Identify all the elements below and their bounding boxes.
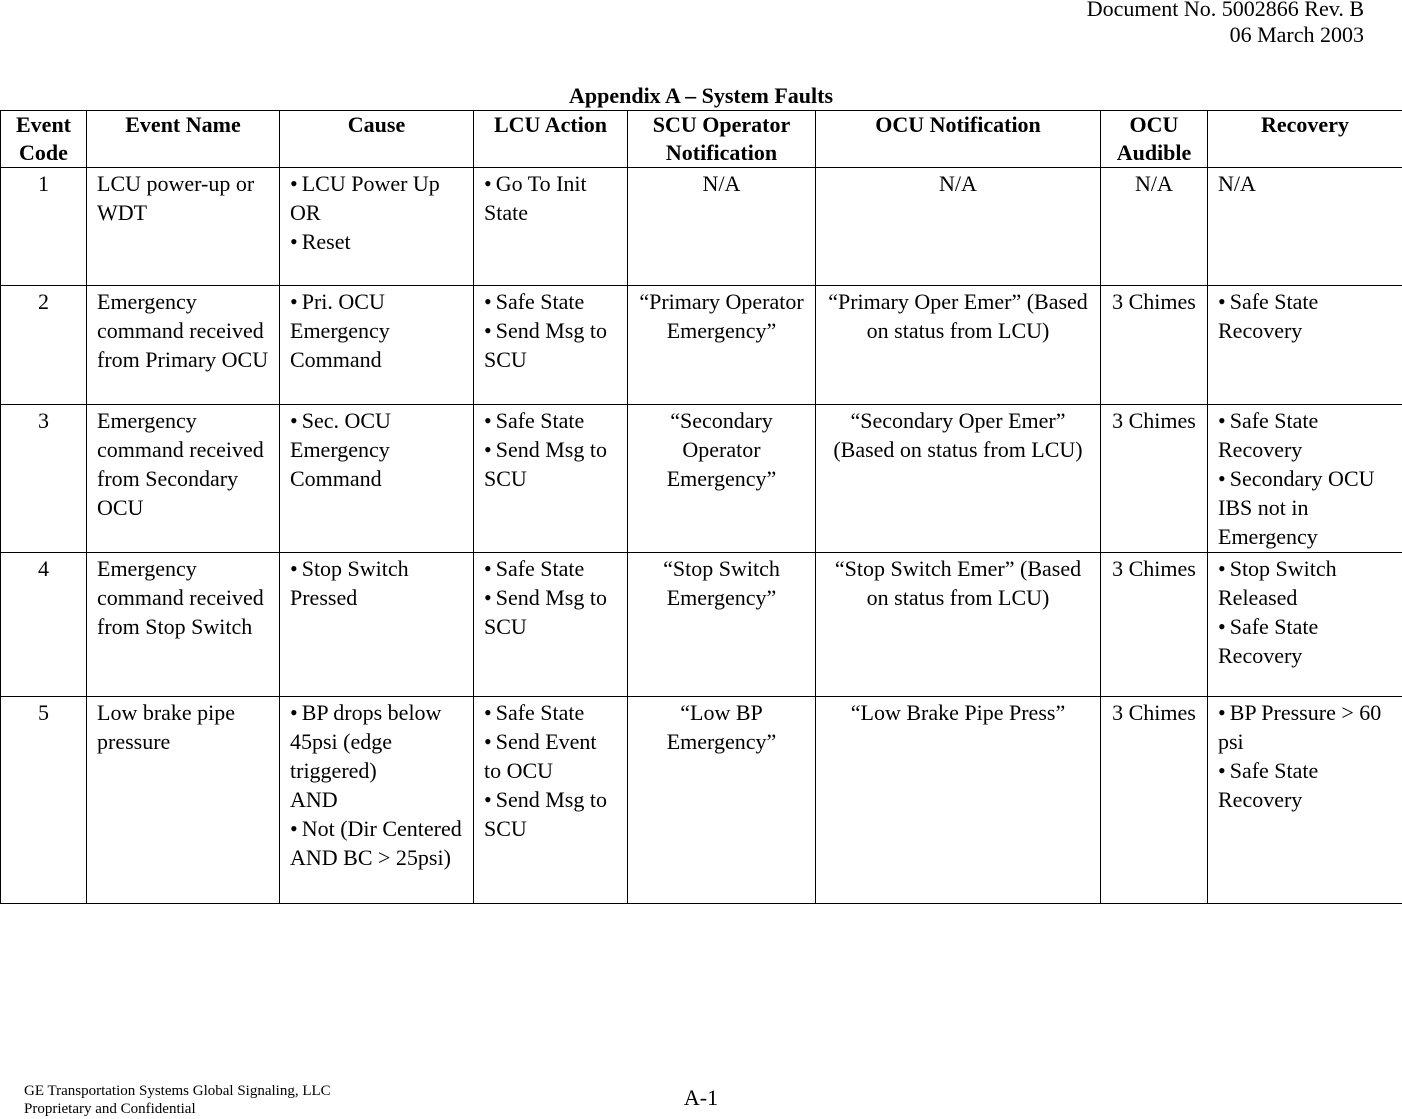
bullet-icon: • [290,700,298,725]
lcu-action-cell [474,697,628,904]
ocu-notification-cell [816,697,1101,904]
cause-cell [280,168,474,286]
scu-notification-cell [628,553,816,697]
ocu-audible-cell [1101,553,1208,697]
event-code-cell [1,697,87,904]
cause-item [290,198,463,227]
scu-notification: “Low BP Emergency” [666,700,777,754]
event-code: 5 [38,700,49,725]
recovery-text: Secondary OCU IBS not in Emergency [1218,466,1375,549]
recovery-text: Safe State Recovery [1218,408,1319,462]
lcu-action-cell [474,553,628,697]
lcu-action-item [484,785,617,843]
cause-item [290,785,463,814]
column-header-cause: Cause [280,111,474,168]
recovery-text: N/A [1218,171,1256,196]
cause-text: Reset [301,229,351,254]
ocu-audible: N/A [1135,171,1173,196]
cause-cell [280,697,474,904]
cause-text: Stop Switch Pressed [290,556,409,610]
ocu-audible: 3 Chimes [1112,289,1196,314]
scu-notification-cell [628,697,816,904]
bullet-icon: • [1218,700,1226,725]
table-body [1,168,1402,904]
column-header-ocu-notification: OCU Notification [816,111,1101,168]
bullet-icon: • [290,816,298,841]
cause-cell [280,405,474,553]
recovery-item [1218,169,1392,198]
recovery-cell [1208,168,1402,286]
scu-notification: “Stop Switch Emergency” [663,556,780,610]
cause-item [290,227,463,256]
cause-text: LCU Power Up [301,171,440,196]
lcu-action-item [484,316,617,374]
bullet-icon: • [1218,289,1226,314]
cause-item [290,554,463,612]
bullet-icon: • [1218,614,1226,639]
recovery-item [1218,287,1392,345]
recovery-text: Safe State Recovery [1218,289,1319,343]
ocu-audible-cell [1101,286,1208,405]
recovery-text: Safe State Recovery [1218,614,1319,668]
bullet-icon: • [290,556,298,581]
cause-item [290,287,463,374]
scu-notification-cell [628,405,816,553]
cause-text: Sec. OCU Emergency Command [290,408,391,491]
lcu-action-cell [474,405,628,553]
recovery-cell [1208,553,1402,697]
document-header [1087,0,1364,48]
system-faults-table [0,110,1402,904]
bullet-icon: • [1218,758,1226,783]
ocu-notification: “Secondary Oper Emer” (Based on status from LCU) [833,408,1083,462]
ocu-notification: “Low Brake Pipe Press” [850,700,1066,725]
cause-text: OR [290,200,321,225]
page-number: A-1 [683,1085,719,1110]
bullet-icon: • [484,585,492,610]
bullet-icon: • [484,437,492,462]
bullet-icon: • [484,729,492,754]
lcu-action-text: Send Msg to SCU [484,437,607,491]
ocu-audible-cell [1101,405,1208,553]
event-code: 4 [38,556,49,581]
lcu-action-item [484,727,617,785]
lcu-action-text: Safe State [495,289,585,314]
lcu-action-item [484,554,617,583]
event-code: 1 [38,171,49,196]
cause-text: BP drops below 45psi (edge triggered) [290,700,442,783]
event-code-cell [1,286,87,405]
ocu-audible-cell [1101,697,1208,904]
bullet-icon: • [484,700,492,725]
bullet-icon: • [1218,556,1226,581]
event-code-cell [1,405,87,553]
bullet-icon: • [290,229,298,254]
cause-text: Not (Dir Centered AND BC > 25psi) [290,816,462,870]
bullet-icon: • [1218,466,1226,491]
lcu-action-item [484,287,617,316]
cause-item [290,814,463,872]
cause-item [290,698,463,785]
recovery-item [1218,406,1392,464]
ocu-notification: “Primary Oper Emer” (Based on status from LCU) [828,289,1088,343]
ocu-notification-cell [816,286,1101,405]
recovery-item [1218,464,1392,551]
column-header-event-code: Event Code [1,111,87,168]
footer-company: GE Transportation Systems Global Signaling, LLC [24,1083,331,1099]
bullet-icon: • [484,289,492,314]
lcu-action-item [484,435,617,493]
recovery-cell [1208,286,1402,405]
scu-notification-cell [628,168,816,286]
lcu-action-cell [474,168,628,286]
lcu-action-text: Send Msg to SCU [484,787,607,841]
column-header-event-name: Event Name [87,111,280,168]
bullet-icon: • [484,408,492,433]
ocu-notification: “Stop Switch Emer” (Based on status from LCU) [834,556,1082,610]
lcu-action-item [484,406,617,435]
bullet-icon: • [290,171,298,196]
lcu-action-item [484,698,617,727]
lcu-action-text: Safe State [495,556,585,581]
event-name-cell [87,553,280,697]
lcu-action-item [484,169,617,227]
lcu-action-text: Safe State [495,408,585,433]
event-name-cell [87,405,280,553]
event-name: Emergency command received from Stop Switch [97,556,264,639]
lcu-action-text: Safe State [495,700,585,725]
table-row [1,286,1402,405]
recovery-item [1218,698,1392,756]
event-name-cell [87,697,280,904]
document-date: 06 March 2003 [1229,22,1364,47]
column-header-lcu-action: LCU Action [474,111,628,168]
ocu-notification-cell [816,405,1101,553]
recovery-cell [1208,405,1402,553]
lcu-action-cell [474,286,628,405]
cause-item [290,406,463,493]
event-name: Emergency command received from Secondary OCU [97,408,264,520]
recovery-item [1218,554,1392,612]
table-row [1,405,1402,553]
recovery-text: Stop Switch Released [1218,556,1337,610]
cause-text: Pri. OCU Emergency Command [290,289,390,372]
table-row [1,553,1402,697]
column-header-ocu-audible: OCU Audible [1101,111,1208,168]
bullet-icon: • [484,787,492,812]
event-name-cell [87,286,280,405]
event-code: 3 [38,408,49,433]
recovery-item [1218,756,1392,814]
ocu-audible: 3 Chimes [1112,556,1196,581]
lcu-action-item [484,583,617,641]
table-row [1,168,1402,286]
recovery-item [1218,612,1392,670]
ocu-audible: 3 Chimes [1112,700,1196,725]
recovery-cell [1208,697,1402,904]
scu-notification: “Secondary Operator Emergency” [666,408,777,491]
ocu-notification-cell [816,553,1101,697]
event-code-cell [1,168,87,286]
bullet-icon: • [484,318,492,343]
event-name: Emergency command received from Primary OCU [97,289,269,372]
scu-notification: “Primary Operator Emergency” [639,289,804,343]
event-code-cell [1,553,87,697]
bullet-icon: • [484,171,492,196]
cause-cell [280,553,474,697]
column-header-recovery: Recovery [1208,111,1402,168]
lcu-action-text: Send Msg to SCU [484,585,607,639]
bullet-icon: • [290,289,298,314]
recovery-text: Safe State Recovery [1218,758,1319,812]
ocu-audible-cell [1101,168,1208,286]
lcu-action-text: Send Event to OCU [484,729,597,783]
event-name-cell [87,168,280,286]
ocu-notification: N/A [939,171,977,196]
bullet-icon: • [1218,408,1226,433]
event-name: LCU power-up or WDT [97,171,255,225]
table-header-row [1,111,1402,168]
page-title: Appendix A – System Faults [568,83,834,108]
event-code: 2 [38,289,49,314]
document-number: Document No. 5002866 Rev. B [1086,0,1364,21]
event-name: Low brake pipe pressure [97,700,236,754]
footer-confidential: Proprietary and Confidential [24,1101,196,1117]
bullet-icon: • [484,556,492,581]
table-row [1,697,1402,904]
lcu-action-text: Send Msg to SCU [484,318,607,372]
ocu-notification-cell [816,168,1101,286]
ocu-audible: 3 Chimes [1112,408,1196,433]
cause-cell [280,286,474,405]
recovery-text: BP Pressure > 60 psi [1218,700,1382,754]
cause-item [290,169,463,198]
bullet-icon: • [290,408,298,433]
cause-text: AND [290,787,338,812]
column-header-scu-operator-notification: SCU Operator Notification [628,111,816,168]
lcu-action-text: Go To Init State [484,171,587,225]
scu-notification: N/A [702,171,741,196]
scu-notification-cell [628,286,816,405]
